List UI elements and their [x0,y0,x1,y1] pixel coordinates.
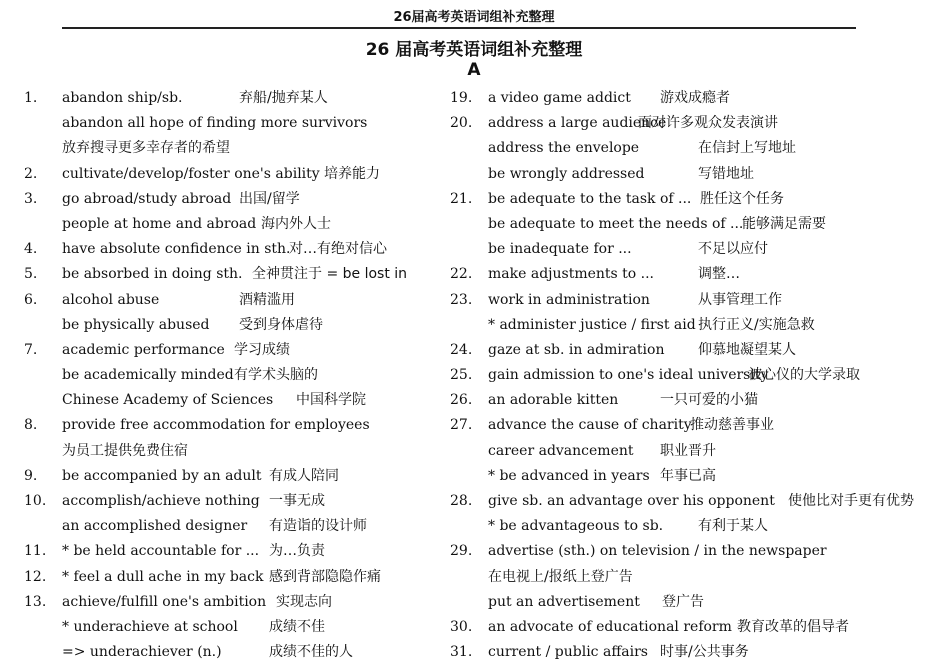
english-phrase: make adjustments to ... [488,266,655,283]
left-line [24,413,434,438]
english-phrase: go abroad/study abroad [62,190,232,207]
right-line [450,514,940,539]
chinese-translation: 培养能力 [324,165,380,182]
english-phrase: provide free accommodation for employees [62,417,370,434]
left-line [24,590,434,615]
english-phrase: put an advertisement [488,593,640,610]
right-line [450,565,940,590]
entry-number: 21. [450,190,473,207]
chinese-translation: 一只可爱的小猫 [660,392,758,409]
left-line [24,640,434,665]
entry-number: 9. [24,467,38,484]
entry-number: 13. [24,593,47,610]
right-line [450,111,940,136]
right-line [450,162,940,187]
english-phrase: be adequate to meet the needs of ... [488,215,744,232]
page-title: 26 届高考英语词组补充整理 [365,40,583,60]
entry-number: 20. [450,115,473,132]
english-phrase: people at home and abroad [62,215,257,232]
chinese-translation: 酒精滥用 [239,291,295,308]
left-line [24,86,434,111]
chinese-translation: 学习成绩 [234,341,290,358]
chinese-translation: 有学术头脑的 [234,367,318,384]
english-phrase: Chinese Academy of Sciences [62,392,274,409]
chinese-translation: 登广告 [662,593,704,610]
english-phrase: be absorbed in doing sth. [62,266,243,283]
english-phrase: an advocate of educational reform [488,618,732,635]
entry-number: 27. [450,417,473,434]
entry-number: 12. [24,568,47,585]
right-line [450,338,940,363]
chinese-translation: 海内外人士 [261,215,331,232]
chinese-translation: 对…有绝对信心 [289,241,387,258]
chinese-translation: 实现志向 [276,593,332,610]
english-phrase: a video game addict [488,90,631,106]
english-phrase: academic performance [62,341,225,358]
entry-number: 31. [450,644,473,661]
left-line [24,565,434,590]
right-line [450,187,940,212]
chinese-translation: 有成人陪同 [269,467,339,484]
chinese-translation: 成绩不佳的人 [269,644,353,661]
english-phrase: be wrongly addressed [488,165,645,182]
english-phrase: alcohol abuse [62,291,160,308]
section-letter: A [467,60,481,80]
english-phrase: gaze at sb. in admiration [488,341,665,358]
chinese-translation: 出国/留学 [239,190,300,207]
right-line [450,413,940,438]
header-rule [62,27,856,29]
chinese-translation: 为员工提供免费住宿 [62,442,188,459]
right-line [450,136,940,161]
left-line [24,514,434,539]
right-line [450,388,940,413]
right-column [450,86,940,665]
left-line [24,338,434,363]
english-phrase: * be advantageous to sb. [488,518,664,535]
right-line [450,439,940,464]
english-phrase: * be held accountable for ... [62,543,260,560]
english-phrase: * administer justice / first aid [488,316,696,333]
left-line [24,237,434,262]
entry-number: 26. [450,392,473,409]
entry-number: 25. [450,367,473,384]
entry-number: 28. [450,493,473,509]
left-line [24,539,434,564]
english-phrase: * feel a dull ache in my back [62,568,264,585]
english-phrase: be adequate to the task of ... [488,190,692,207]
english-phrase: be inadequate for ... [488,241,632,258]
chinese-translation: 在信封上写地址 [698,140,796,157]
chinese-translation: 有造诣的设计师 [269,518,367,535]
chinese-translation: 时事/公共事务 [660,644,749,661]
english-phrase: gain admission to one's ideal university [488,367,769,384]
chinese-translation: 放弃搜寻更多幸存者的希望 [62,140,230,157]
right-line [450,262,940,287]
running-header: 26届高考英语词组补充整理 [393,10,555,25]
right-line [450,615,940,640]
chinese-translation: 不足以应付 [698,241,768,258]
chinese-translation: 被心仪的大学录取 [748,367,860,384]
english-phrase: advance the cause of charity [488,417,692,434]
left-line [24,615,434,640]
left-line [24,262,434,287]
entry-number: 11. [24,543,47,560]
english-phrase: * underachieve at school [62,618,238,635]
english-phrase: abandon all hope of finding more survivors [62,115,368,132]
english-phrase: give sb. an advantage over his opponent [488,493,775,509]
left-line [24,162,434,187]
entry-number: 3. [24,190,38,207]
right-line [450,237,940,262]
chinese-translation: 胜任这个任务 [700,190,784,207]
english-phrase: abandon ship/sb. [62,90,183,106]
english-phrase: career advancement [488,442,634,459]
english-phrase: cultivate/develop/foster one's ability [62,165,320,182]
right-line [450,86,940,111]
left-line [24,388,434,413]
chinese-translation: 职业晋升 [660,442,716,459]
english-phrase: be accompanied by an adult [62,467,262,484]
chinese-translation: 受到身体虐待 [239,316,323,333]
chinese-translation: 仰慕地凝望某人 [698,341,796,358]
english-phrase: accomplish/achieve nothing [62,493,260,509]
left-line [24,363,434,388]
chinese-translation: 写错地址 [698,165,754,182]
chinese-translation: 从事管理工作 [698,291,782,308]
chinese-translation: 调整… [698,266,740,283]
left-line [24,464,434,489]
left-line [24,187,434,212]
chinese-translation: 年事已高 [660,467,716,484]
english-phrase: work in administration [488,291,650,308]
chinese-translation: 面对许多观众发表演讲 [638,115,778,132]
english-phrase: address a large audience [488,115,667,132]
chinese-translation: 教育改革的倡导者 [737,618,849,635]
chinese-translation: 在电视上/报纸上登广告 [488,568,633,585]
chinese-translation: 全神贯注于 = be lost in [252,266,408,283]
right-line [450,464,940,489]
chinese-translation: 为…负责 [269,543,325,560]
entry-number: 22. [450,266,473,283]
entry-number: 6. [24,291,38,308]
entry-number: 24. [450,341,473,358]
entry-number: 4. [24,241,38,258]
right-line [450,539,940,564]
right-line [450,489,940,514]
english-phrase: an accomplished designer [62,518,248,535]
entry-number: 8. [24,417,38,434]
entry-number: 1. [24,90,38,106]
english-phrase: be academically minded [62,367,234,384]
left-line [24,439,434,464]
right-line [450,288,940,313]
entry-number: 10. [24,493,47,509]
left-line [24,212,434,237]
left-line [24,489,434,514]
entry-number: 2. [24,165,38,182]
left-line [24,111,434,136]
chinese-translation: 成绩不佳 [269,618,325,635]
right-line [450,313,940,338]
chinese-translation: 执行正义/实施急救 [698,316,815,333]
chinese-translation: 游戏成瘾者 [660,90,730,106]
chinese-translation: 一事无成 [269,493,325,509]
chinese-translation: 推动慈善事业 [690,417,774,434]
left-line [24,136,434,161]
entry-number: 23. [450,291,473,308]
right-line [450,363,940,388]
chinese-translation: 能够满足需要 [742,215,826,232]
chinese-translation: 使他比对手更有优势 [788,493,914,509]
english-phrase: => underachiever (n.) [62,644,222,661]
left-column [24,86,434,665]
entry-number: 19. [450,90,473,106]
english-phrase: have absolute confidence in sth. [62,241,291,258]
entry-number: 30. [450,618,473,635]
chinese-translation: 弃船/抛弃某人 [239,90,328,106]
english-phrase: achieve/fulfill one's ambition [62,593,267,610]
chinese-translation: 感到背部隐隐作痛 [269,568,381,585]
left-line [24,313,434,338]
english-phrase: * be advanced in years [488,467,650,484]
chinese-translation: 有利于某人 [698,518,768,535]
english-phrase: be physically abused [62,316,210,333]
entry-number: 7. [24,341,38,358]
right-line [450,590,940,615]
english-phrase: advertise (sth.) on television / in the newspaper [488,543,827,560]
left-line [24,288,434,313]
right-line [450,640,940,665]
right-line [450,212,940,237]
entry-number: 5. [24,266,38,283]
chinese-translation: 中国科学院 [296,392,366,409]
english-phrase: current / public affairs [488,644,648,661]
english-phrase: an adorable kitten [488,392,619,409]
entry-number: 29. [450,543,473,560]
english-phrase: address the envelope [488,140,640,157]
